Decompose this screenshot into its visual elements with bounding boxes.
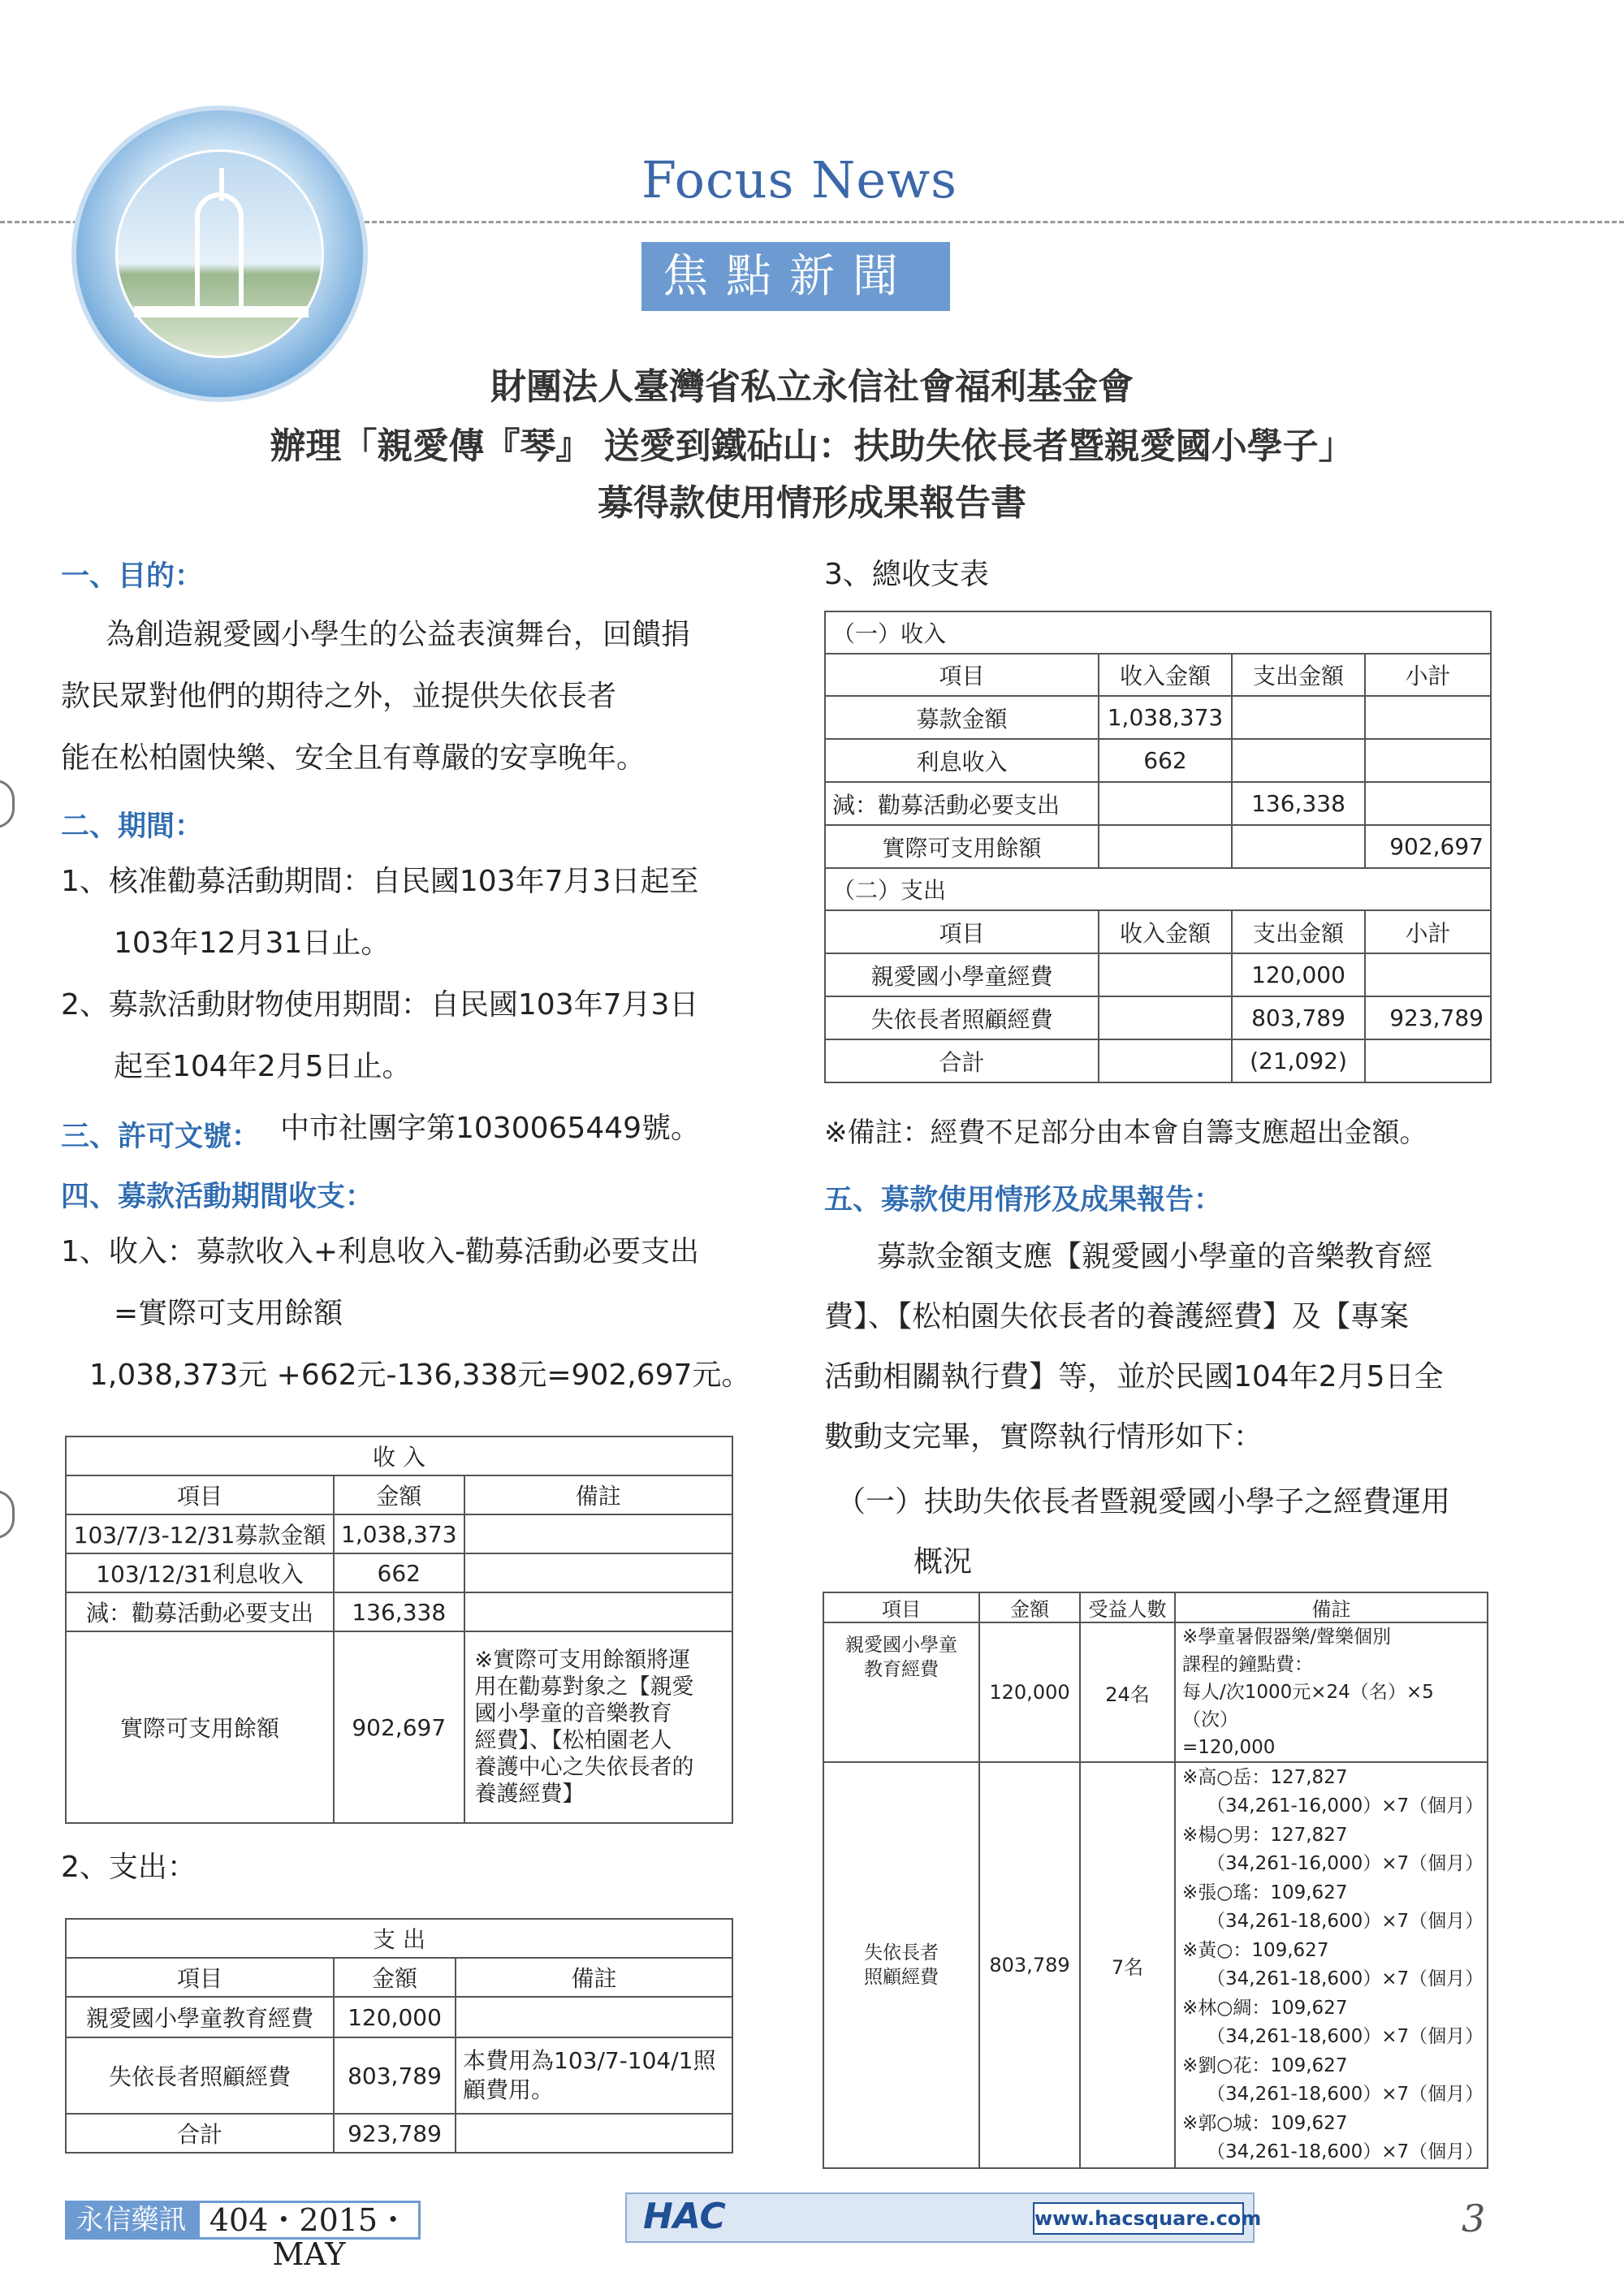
usage-table xyxy=(823,1592,1488,2169)
income-table xyxy=(65,1436,733,1824)
income-note: ※實際可支用餘額將運 用在勸募對象之【親愛 國小學童的音樂教育 經費】、【松柏園老人 養護中心之失依長者的 養護經費】 xyxy=(464,1631,732,1823)
col-header: 備註 xyxy=(464,1475,732,1514)
section-permit: 三、許可文號： xyxy=(61,1121,261,1153)
purpose-text: 款民眾對他們的期待之外，並提供失依長者 xyxy=(61,680,617,713)
binding-hole xyxy=(0,780,15,828)
table-cell: 120,000 xyxy=(334,1997,456,2037)
table-cell: 合計 xyxy=(66,2114,334,2153)
usage-count: 7名 xyxy=(1080,1762,1175,2168)
binding-hole xyxy=(0,1490,15,1539)
table-cell: 失依長者照顧經費 xyxy=(66,2037,334,2114)
period-text: 1、核准勸募活動期間：自民國103年7月3日起至 xyxy=(61,865,699,898)
report-title-line1: 財團法人臺灣省私立永信社會福利基金會 xyxy=(490,366,1134,408)
table-cell: 902,697 xyxy=(334,1631,464,1823)
usage-note: ※學童暑假器樂/聲樂個別 課程的鐘點費： 每人/次1000元×24（名）×5（次） =120,000 xyxy=(1175,1622,1488,1762)
col-header: 項目 xyxy=(66,1958,334,1997)
table-cell: 103/7/3-12/31募款金額 xyxy=(66,1514,334,1553)
summary-expense-label: （二）支出 xyxy=(825,868,1491,910)
summary-heading: 3、總收支表 xyxy=(824,558,989,591)
col-header: 支出金額 xyxy=(1232,654,1365,696)
summary-remark: ※備註：經費不足部分由本會自籌支應超出金額。 xyxy=(824,1117,1427,1149)
table-cell: 923,789 xyxy=(334,2114,456,2153)
period-text: 起至104年2月5日止。 xyxy=(114,1050,412,1083)
col-header: 金額 xyxy=(334,1958,456,1997)
table-cell: 1,038,373 xyxy=(1099,696,1232,739)
col-header: 備註 xyxy=(1175,1592,1488,1622)
summary-table xyxy=(824,611,1492,1083)
table-cell: 803,789 xyxy=(1232,996,1365,1039)
usage-text: 活動相關執行費】等，並於民國104年2月5日全 xyxy=(824,1360,1444,1393)
col-header: 金額 xyxy=(979,1592,1080,1622)
table-cell: 1,038,373 xyxy=(334,1514,464,1553)
hac-logo: HAC xyxy=(643,2196,726,2237)
usage-note: ※高○岳：127,827 （34,261-16,000）×7（個月） ※楊○男：127,827 （34,261-16,000）×7（個月） ※張○瑤：109,627 （34,261-18,600）×7（個月） ※黃○：109,627 （34,261-18,600）×7（個月） ※林○綢：109,627 （34,261-18,600）×7（個月） ※劉○花：109,627 （34,261-18,600）×7（個月） ※郭○城：109,627 （34,261-18,600）×7（個月） xyxy=(1175,1762,1488,2168)
table-cell: (21,092) xyxy=(1232,1039,1365,1082)
table-cell: 662 xyxy=(1099,739,1232,782)
table-cell: 136,338 xyxy=(1232,782,1365,825)
purpose-text: 為創造親愛國小學生的公益表演舞台，回饋捐 xyxy=(106,618,691,651)
usage-subheading: 概況 xyxy=(914,1545,973,1579)
table-cell: 實際可支用餘額 xyxy=(825,825,1099,868)
usage-text: 費】、【松柏園失依長者的養護經費】及【專案 xyxy=(824,1300,1410,1333)
expense-note: 本費用為103/7-104/1照 顧費用。 xyxy=(456,2037,732,2114)
col-header: 支出金額 xyxy=(1232,910,1365,953)
col-header: 項目 xyxy=(825,654,1099,696)
col-header: 收入金額 xyxy=(1099,910,1232,953)
col-header: 項目 xyxy=(66,1475,334,1514)
col-header: 小計 xyxy=(1365,910,1491,953)
usage-amount: 803,789 xyxy=(979,1762,1080,2168)
income-formula: 1、收入：募款收入+利息收入-勸募活動必要支出 xyxy=(61,1235,700,1268)
report-title-line2: 辦理「親愛傳『琴』 送愛到鐵砧山：扶助失依長者暨親愛國小學子」 xyxy=(270,426,1354,467)
table-cell: 失依長者照顧經費 xyxy=(825,996,1099,1039)
focus-news-title: Focus News xyxy=(641,150,957,210)
col-header: 收入金額 xyxy=(1099,654,1232,696)
usage-item: 失依長者 照顧經費 xyxy=(823,1762,979,2168)
income-formula: =實際可支用餘額 xyxy=(114,1297,343,1330)
table-cell: 減：勸募活動必要支出 xyxy=(825,782,1099,825)
col-header: 項目 xyxy=(825,910,1099,953)
footer-issue: 404・2015・MAY xyxy=(197,2201,421,2240)
hac-url: www.hacsquare.com xyxy=(1033,2202,1244,2235)
section-badge: 焦點新聞 xyxy=(641,242,950,311)
summary-income-label: （一）收入 xyxy=(825,611,1491,654)
section-usage-report: 五、募款使用情形及成果報告： xyxy=(824,1184,1223,1216)
table-cell: 合計 xyxy=(825,1039,1099,1082)
usage-text: 數動支完畢，實際執行情形如下： xyxy=(824,1420,1263,1454)
income-table-title: 收 入 xyxy=(66,1436,732,1475)
report-title-line3: 募得款使用情形成果報告書 xyxy=(598,482,1026,524)
permit-number: 中市社團字第1030065449號。 xyxy=(280,1112,701,1145)
table-cell: 親愛國小學童經費 xyxy=(825,953,1099,996)
period-text: 2、募款活動財物使用期間：自民國103年7月3日 xyxy=(61,988,699,1022)
table-cell: 136,338 xyxy=(334,1592,464,1631)
page-number: 3 xyxy=(1462,2197,1486,2240)
usage-count: 24名 xyxy=(1080,1622,1175,1762)
table-cell: 利息收入 xyxy=(825,739,1099,782)
footer-brand: 永信藥訊 xyxy=(65,2201,197,2240)
table-cell: 減：勸募活動必要支出 xyxy=(66,1592,334,1631)
expense-table-title: 支 出 xyxy=(66,1919,732,1958)
income-calculation: 1,038,373元 +662元-136,338元=902,697元。 xyxy=(89,1359,751,1392)
hac-banner xyxy=(625,2192,1262,2243)
table-cell: 803,789 xyxy=(334,2037,456,2114)
table-cell: 923,789 xyxy=(1365,996,1491,1039)
table-cell: 902,697 xyxy=(1365,825,1491,868)
usage-item: 親愛國小學童 教育經費 xyxy=(823,1622,979,1762)
table-cell: 103/12/31利息收入 xyxy=(66,1553,334,1592)
section-income-expense: 四、募款活動期間收支： xyxy=(61,1181,374,1213)
table-cell: 實際可支用餘額 xyxy=(66,1631,334,1823)
table-cell: 662 xyxy=(334,1553,464,1592)
col-header: 金額 xyxy=(334,1475,464,1514)
col-header: 小計 xyxy=(1365,654,1491,696)
col-header: 受益人數 xyxy=(1080,1592,1175,1622)
usage-amount: 120,000 xyxy=(979,1622,1080,1762)
table-cell: 親愛國小學童教育經費 xyxy=(66,1997,334,2037)
usage-subheading: （一）扶助失依長者暨親愛國小學子之經費運用 xyxy=(836,1485,1451,1519)
section-purpose: 一、目的： xyxy=(61,560,204,593)
expense-heading: 2、支出： xyxy=(61,1851,197,1884)
table-cell: 募款金額 xyxy=(825,696,1099,739)
section-period: 二、期間： xyxy=(61,810,204,843)
expense-table xyxy=(65,1918,733,2154)
purpose-text: 能在松柏園快樂、安全且有尊嚴的安享晚年。 xyxy=(61,741,646,775)
usage-text: 募款金額支應【親愛國小學童的音樂教育經 xyxy=(877,1240,1433,1273)
col-header: 項目 xyxy=(823,1592,979,1622)
col-header: 備註 xyxy=(456,1958,732,1997)
period-text: 103年12月31日止。 xyxy=(114,927,391,960)
table-cell: 120,000 xyxy=(1232,953,1365,996)
